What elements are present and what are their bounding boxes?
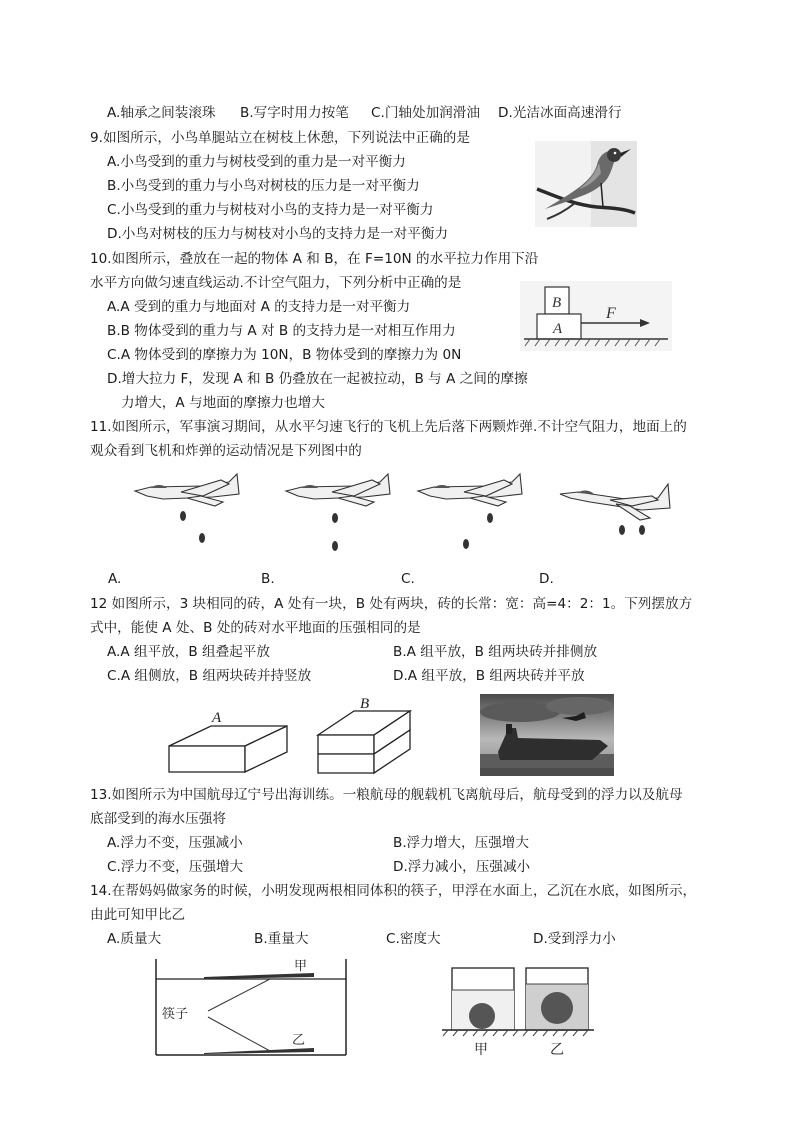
q13-option-b: B.浮力增大，压强增大 xyxy=(393,835,529,851)
q12-stem-line1: 12 如图所示，3 块相同的砖，A 处有一块，B 处有两块，砖的长常：宽：高=4：2：1。下列摆放方 xyxy=(90,596,693,612)
q11-option-c-label: C. xyxy=(401,571,415,587)
q9-option-b: B.小鸟受到的重力与小鸟对树枝的压力是一对平衡力 xyxy=(107,178,420,194)
brick-b-figure xyxy=(314,693,414,777)
q10-option-c: C.A 物体受到的摩擦力为 10N，B 物体受到的摩擦力为 0N xyxy=(107,347,462,363)
q13-option-a: A.浮力不变，压强减小 xyxy=(107,835,243,851)
brick-a-figure xyxy=(165,708,291,778)
q12-option-b: B.A 组平放，B 组两块砖并排侧放 xyxy=(393,644,598,660)
stacked-blocks-figure xyxy=(520,281,672,351)
q12-stem-line2: 式中，能使 A 处、B 处的砖对水平地面的压强相同的是 xyxy=(90,620,421,636)
chopsticks-label: 筷子 xyxy=(162,1007,189,1022)
q9-stem: 9.如图所示，小鸟单腿站立在树枝上休憩，下列说法中正确的是 xyxy=(90,130,470,146)
q10-option-b: B.B 物体受到的重力与 A 对 B 的支持力是一对相互作用力 xyxy=(107,323,456,339)
plane-option-d-figure xyxy=(558,478,674,554)
q9-option-d: D.小鸟对树枝的压力与树枝对小鸟的支持力是一对平衡力 xyxy=(107,226,449,242)
q12-option-c: C.A 组侧放，B 组两块砖并持竖放 xyxy=(107,668,312,684)
q14-option-b: B.重量大 xyxy=(254,931,309,947)
q13-stem-line1: 13.如图所示为中国航母辽宁号出海训练。一粮航母的舰载机飞离航母后，航母受到的浮力以及航母 xyxy=(90,787,683,803)
plane-option-b-figure xyxy=(284,470,392,556)
q11-option-a-label: A. xyxy=(108,571,122,587)
plane-option-a-figure xyxy=(133,470,241,554)
q9-option-c: C.小鸟受到的重力与树枝对小鸟的支持力是一对平衡力 xyxy=(107,202,434,218)
q10-option-d: D.增大拉力 F，发现 A 和 B 仍叠放在一起被拉动，B 与 A 之间的摩擦 xyxy=(107,371,528,387)
q12-option-a: A.A 组平放，B 组叠起平放 xyxy=(107,644,270,660)
brick-a-label: A xyxy=(212,710,222,726)
q14-stem-line2: 由此可知甲比乙 xyxy=(90,907,186,923)
q11-stem-line2: 观众看到飞机和炸弹的运动情况是下列图中的 xyxy=(90,443,362,459)
q11-stem-line1: 11.如图所示，军事演习期间，从水平匀速飞行的飞机上先后落下两颗炸弹.不计空气阻力，地面上的 xyxy=(90,419,687,435)
q13-option-d: D.浮力减小，压强减小 xyxy=(393,859,531,875)
q10-option-d-cont: 力增大，A 与地面的摩擦力也增大 xyxy=(121,395,325,411)
q14-option-c: C.密度大 xyxy=(386,931,441,947)
q14-stem-line1: 14.在帮妈妈做家务的时候，小明发现两根相同体积的筷子，甲浮在水面上，乙沉在水底，如图所示， xyxy=(90,883,697,899)
plane-option-c-figure xyxy=(416,470,524,556)
q8-option-b: B.写字时用力按笔 xyxy=(240,105,349,121)
q11-option-b-label: B. xyxy=(261,571,275,587)
two-beakers-figure xyxy=(440,966,596,1060)
q14-option-a: A.质量大 xyxy=(107,931,162,947)
q10-stem-line1: 10.如图所示，叠放在一起的物体 A 和 B，在 F=10N 的水平拉力作用下沿 xyxy=(90,251,539,267)
q13-option-c: C.浮力不变，压强增大 xyxy=(107,859,244,875)
q9-option-a: A.小鸟受到的重力与树枝受到的重力是一对平衡力 xyxy=(107,154,406,170)
q14-option-d: D.受到浮力小 xyxy=(533,931,616,947)
chopsticks-container-figure xyxy=(152,955,348,1059)
beaker-jia-label: 甲 xyxy=(474,1042,488,1058)
q10-option-a: A.A 受到的重力与地面对 A 的支持力是一对平衡力 xyxy=(107,299,411,315)
q8-option-a: A.轴承之间装滚珠 xyxy=(107,105,216,121)
q8-option-d: D.光洁冰面高速滑行 xyxy=(498,105,622,121)
q11-option-d-label: D. xyxy=(539,571,554,587)
bird-on-branch-figure xyxy=(535,141,637,227)
aircraft-carrier-photo xyxy=(480,694,614,776)
q13-stem-line2: 底部受到的海水压强将 xyxy=(90,811,226,827)
q8-option-c: C.门轴处加润滑油 xyxy=(371,105,480,121)
brick-b-label: B xyxy=(360,696,370,712)
yi-chopstick-label: 乙 xyxy=(292,1033,306,1048)
block-b-label: B xyxy=(552,295,562,311)
force-f-label: F xyxy=(606,305,616,322)
block-a-label: A xyxy=(553,321,563,337)
jia-chopstick-label: 甲 xyxy=(294,959,308,974)
q12-option-d: D.A 组平放，B 组两块砖并平放 xyxy=(393,668,585,684)
beaker-yi-label: 乙 xyxy=(550,1042,564,1058)
q10-stem-line2: 水平方向做匀速直线运动.不计空气阻力，下列分析中正确的是 xyxy=(90,275,462,291)
